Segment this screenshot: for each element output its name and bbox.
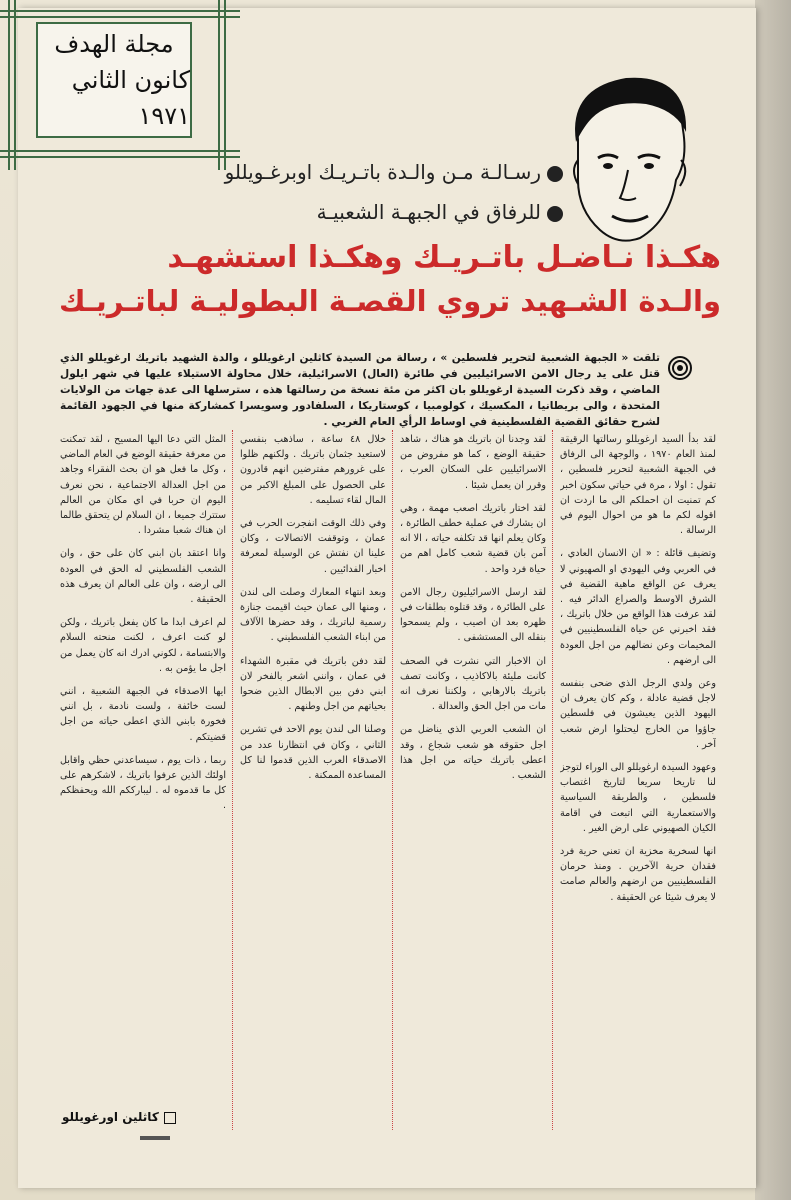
article-column-4 [60,432,226,1082]
paragraph: ان الاخبار التي نشرت في الصحف كانت مليئة بالاكاذيب ، وكانت تصف باتريك بالارهابي ، ولكننا نعرف انه مات من اجل الحق والعدالة . [400,655,546,713]
column-divider [232,430,233,1130]
paragraph: لقد اختار باتريك اصعب مهمة ، وهي ان يشارك في عملية خطف الطائرة ، وكان يعلم انها قد تكلفه حياته ، الا انه آمن بان قضية شعب كامل اهم من حياة فرد واحد . [400,502,546,575]
green-frame-line [0,150,240,152]
column-divider [552,430,553,1130]
paragraph: وصلنا الى لندن يوم الاحد في تشرين الثاني ، وكان في انتظارنا عدد من الاصدقاء العرب الذين قدموا لنا كل المساعدة الممكنة . [240,724,386,782]
green-frame-line [0,10,240,12]
paragraph: لقد ارسل الاسرائيليون رجال الامن على الطائرة ، وقد قتلوه بطلقات في ظهره بعد ان اصيب ، ولم يسمحوا بنقله الى المستشفى . [400,586,546,644]
paragraph: انها لسخرية مخزية ان تعني حرية فرد فقدان حرية الآخرين . ومنذ حرمان الفلسطينيين من ارضهم والعالم صامت لا يعرف شيئا عن الحقيقة . [560,846,716,903]
paragraph: ايها الاصدقاء في الجبهة الشعبية ، انني لست خائفة ، ولست نادمة ، بل انني فخورة بابني الذي اعطى حياته من اجل قضيتكم . [60,686,226,743]
green-frame-line [0,156,240,158]
article-column-1 [560,432,716,1082]
paragraph: لقد دفن باتريك في مقبرة الشهداء في عمان ، وانني اشعر بالفخر لان ابني دفن بين الابطال الذين ضحوا بحياتهم من اجل وطنهم . [240,655,386,713]
headline-line-2: والـدة الشـهيد تروي القصـة البطوليـة لباتـريـك [58,284,721,318]
next-page-edge [755,0,791,1200]
kicker-line-1: رسـالـة مـن والـدة باتـريـك اوبرغـويللو [225,160,563,184]
paragraph: خلال ٤٨ ساعة ، ساذهب بنفسي لاستعيد جثمان باتريك . ولكنهم ظلوا على غرورهم مفترضين انهم قادرون على الحصول على المبلغ الاكبر من المال لقاء تسليمه . [240,434,386,506]
article-column-2 [400,432,546,1082]
paragraph: لقد وجدنا ان باتريك هو هناك ، شاهد حقيقة الوضع ، كما هو مفروض من الاسرائيليين على السكان العرب ، وقرر ان يعمل شيئا . [400,434,546,491]
bullet-icon [547,166,563,182]
green-frame-line [224,0,226,170]
source-title: مجلة الهدف [54,30,174,58]
intro-paragraph: تلقت « الجبهة الشعبية لتحرير فلسطين » ، رسالة من السيدة كاثلين ارغويللو ، والدة الشهيد باتريك ارغويللو الذي قتل على يد رجال الامن الاسرائيليين في طائرة (العال) الاسرائيلية، خلال محاولة الاستيلاء عليها في شهر ايلول الماضي ، وقد ذكرت السيدة ارغويللو بان اكثر من مئة نسخة من رسالتها هذه ، سترسلها الى عدة جهات من الولايات المتحدة ، والى بريطانيا ، المكسيك ، كولومبيا ، كوستاريكا ، السلفادور وسويسرا كمشاركة منها في الجهود القائمة لشرح حقائق القضية الفلسطينية في اوساط الرأي العام الغربي . [60,352,660,428]
source-date: كانون الثاني ١٩٧١ [71,66,190,130]
paragraph: وعن ولدي الرجل الذي ضحى بنفسه لاجل قضية عادلة ، وكم كان يعرف ان اليهود الذين يعيشون في فلسطين جاؤوا من الخارج ليحتلوا ارض شعب آخر . [560,678,716,750]
green-frame-line [218,0,220,170]
paragraph: وتضيف قائلة : « ان الانسان العادي ، في العربي وفي اليهودي او الصهيوني لا يعرف عن الواقع ماهية القضية في الشرق الاوسط والصراع الدائر فيه . لقد عرفت هذا الواقع من خلال باتريك ، فقد اخبرني عن حياة الفلسطينيين في المخيمات وعن نضالهم من اجل العودة الى ارضهم . [560,548,716,666]
checkbox-mark-icon [164,1112,176,1124]
signature: كاثلين اورغويللو [62,1110,176,1124]
source-label [36,22,192,138]
column-divider [392,430,393,1130]
headline-line-1: هكـذا نـاضـل باتـريـك وهكـذا استشهـد [167,240,721,275]
paragraph: وبعد انتهاء المعارك وصلت الى لندن ، ومنها الى عمان حيث اقيمت جنازة رسمية لباتريك ، وقد حضرها الآلاف من ابناء الشعب الفلسطيني . [240,586,386,644]
bullet-icon [547,206,563,222]
paragraph: وفي ذلك الوقت انفجرت الحرب في عمان ، وتوقفت الاتصالات ، وكان علينا ان نفتش عن الوسيلة لمعرفة اخبار الفدائيين . [240,518,386,575]
paragraph: وعهود السيدة ارغويللو الى الوراء لتوجز لنا تاريخا سريعا لتاريخ اغتصاب فلسطين ، والطريقة السياسية والاستعمارية التي اتبعت في اقامة الكيان الصهيوني على ارض الغير . [560,762,716,834]
green-frame-line [14,0,16,170]
kicker-line-2: للرفاق في الجبهـة الشعبيـة [317,200,563,224]
paragraph: ان الشعب العربي الذي يناضل من اجل حقوقه هو شعب شجاع ، وقد اعطى باتريك حياته من اجل هذا الشعب . [400,724,546,782]
target-icon [668,356,692,380]
paragraph: وانا اعتقد بان ابني كان على حق ، وان الشعب الفلسطيني له الحق في العودة الى ارضه ، وان على العالم ان يعرف هذه الحقيقة . [60,548,226,606]
paragraph: لقد بدأ السيد ارغويللو رسالتها الرقيقة لمنذ العام ١٩٧٠ ، والوجهة الى الرفاق في الجبهة الشعبية لتحرير فلسطين ، تقول : اولا ، مرة في حياتي سكون اخبر كم تمنيت ان احملكم الى ما اردت ان اقوله لكم ما هو من احوال اليوم في الرسالة . [560,434,716,537]
green-frame-line [0,16,240,18]
paragraph: لم اعرف ابدا ما كان يفعل باتريك ، ولكن لو كنت اعرف ، لكنت منحته السلام والابتسامة ، لكوني ادرك انه كان يعمل من اجل ما يؤمن به . [60,617,226,674]
portrait-image [548,70,708,250]
article-column-3 [240,432,386,1082]
green-frame-line [8,0,10,170]
paragraph: ربما ، ذات يوم ، سيساعدني حظي واقابل اولئك الذين عرفوا باتريك ، لاشكرهم على كل ما قدموه له . ليبارككم الله ويحفظكم . [60,754,226,812]
page-folio-mark [140,1136,170,1140]
paragraph: المثل التي دعا اليها المسيح ، لقد تمكنت من معرفة حقيقة الوضع في العام الماضي ، وكل ما فعل هو ان بحث الفقراء وجاهد من اجل العدالة الاجتماعية ، نحن نعرف اليوم ان حربا في اي مكان من العالم ستترك جميعا ، ان السلام لن يتحقق طالما ان هناك شعبا مشردا . [60,434,226,537]
